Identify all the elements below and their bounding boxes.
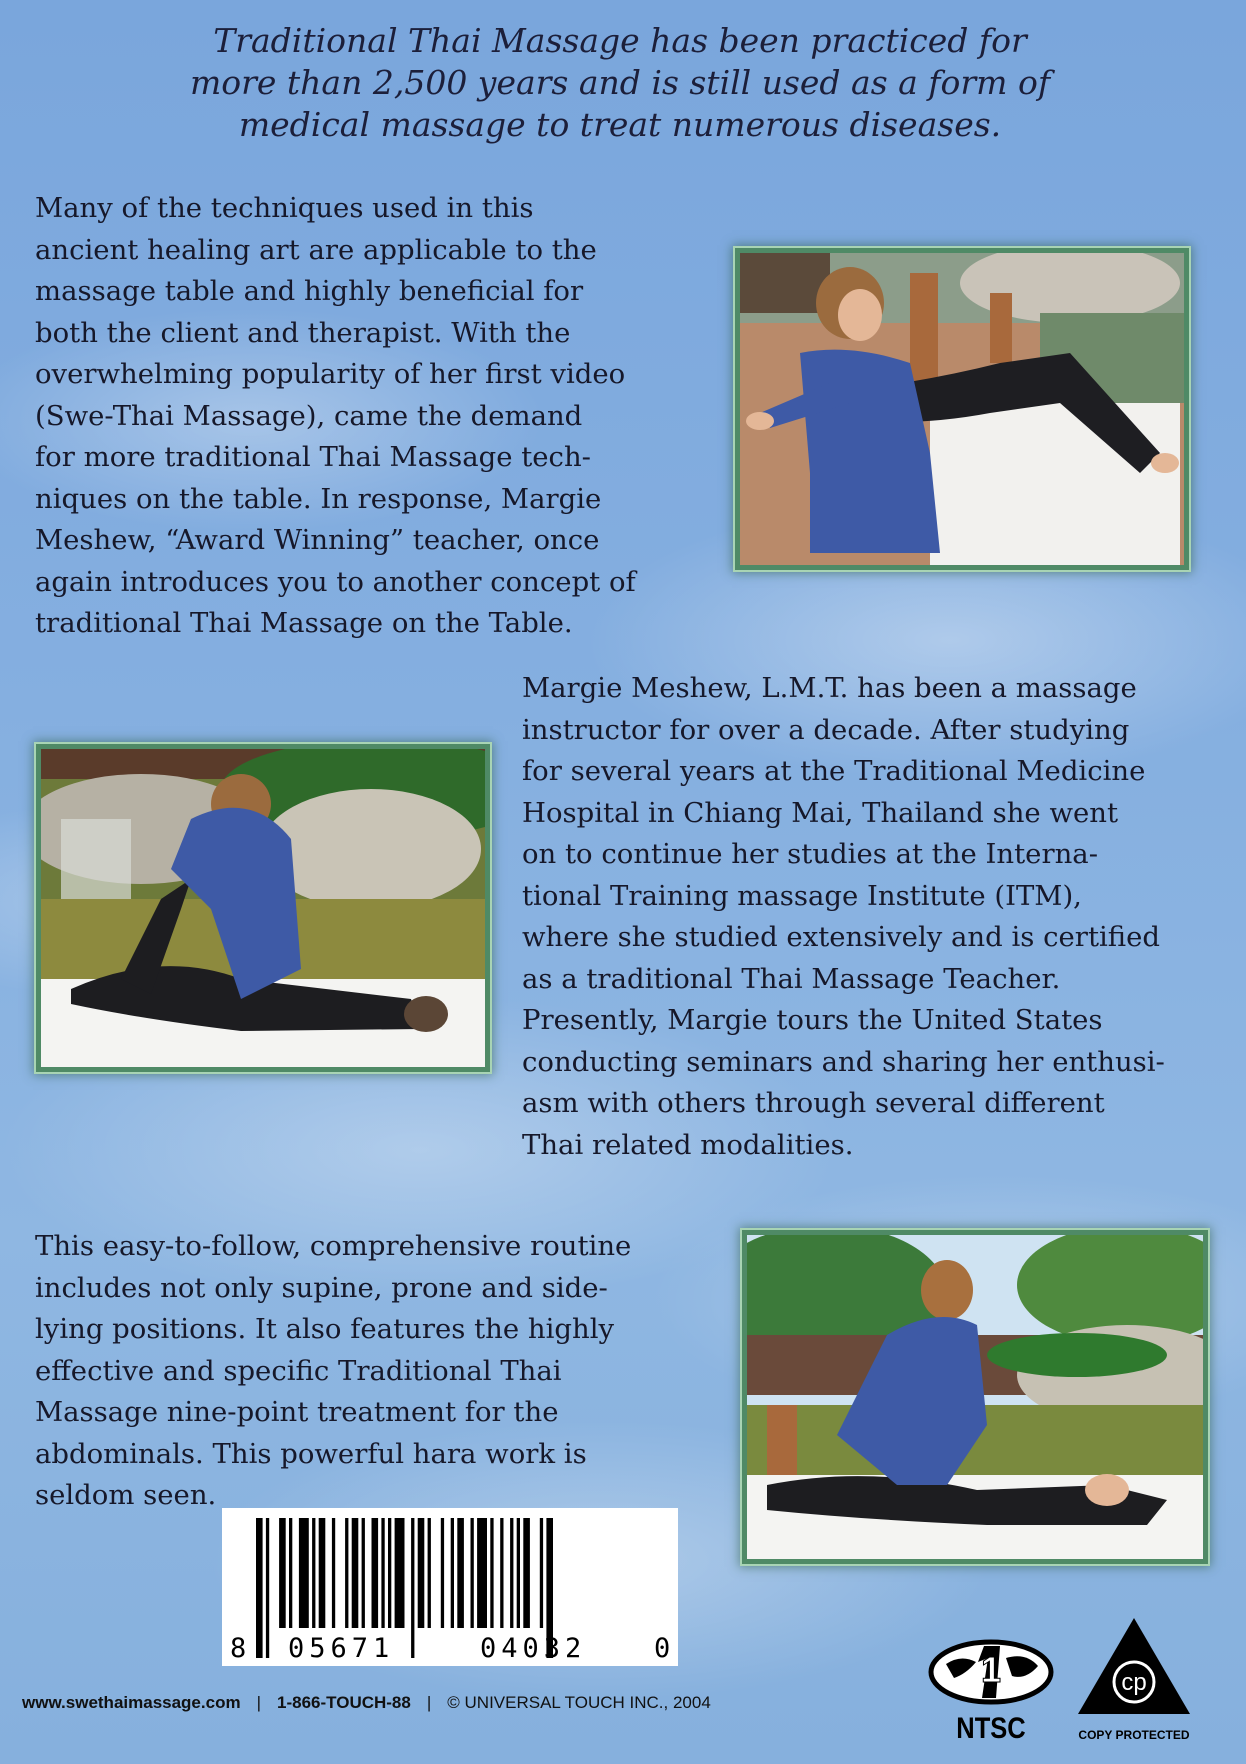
barcode-bar [490,1518,493,1628]
barcode-bar [395,1518,405,1628]
barcode-bar [428,1518,431,1628]
barcode-bar [540,1518,543,1628]
barcode-right-digits: 04032 [480,1633,587,1664]
photo-stretch-deck [735,248,1189,570]
triangle-cp-icon [1078,1618,1190,1722]
barcode-bar [345,1518,348,1628]
footer [22,1693,711,1713]
copy-protected-label: COPY PROTECTED [1078,1728,1190,1742]
barcode-bar [312,1518,315,1628]
globe-icon [926,1634,1056,1710]
barcode-bar [457,1518,464,1628]
triangle-cp-icon-text: cp [1121,1669,1147,1696]
barcode-bar [418,1518,425,1628]
barcode-bar [362,1518,365,1628]
copy-protected-badge [1078,1618,1190,1742]
barcode-bar [381,1518,384,1628]
globe-icon-digit: 1 [980,1649,1002,1690]
barcode-bar [510,1518,513,1628]
ntsc-badge [926,1634,1056,1746]
barcode-first-digit: 8 [230,1633,247,1664]
bio-paragraph: Margie Meshew, L.M.T. has been a massage instructor for over a decade. After studying for several years at the Traditional Medicine Hospital in Chiang Mai, Thailand she went on to continue her studies at the Interna- tional Training massage Institute (ITM), where she studied extensively and is certified as a traditional Thai Massage Teacher. Presently, Margie tours the United States conducting seminars and sharing her enthusi- asm with others through several different Thai related modalities. [522,672,1165,1161]
copyright-text: © UNIVERSAL TOUCH INC., 2004 [447,1693,711,1712]
barcode-bar [352,1518,359,1628]
barcode-bar [388,1518,391,1628]
upc-barcode [222,1508,678,1666]
headline: Traditional Thai Massage has been practiced for more than 2,500 years and is still used as a form of medical massage to treat numerous diseases. [189,21,1051,144]
ntsc-label: NTSC [956,1712,1026,1745]
barcode-bar [441,1518,444,1628]
footer-separator: | [426,1693,432,1712]
routine-paragraph: This easy-to-follow, comprehensive routine includes not only supine, prone and side- lying positions. It also features the highly effective and specific Traditional Thai Massage nine-point treatment for the abdominals. This powerful hara work is seldom seen. [35,1230,632,1511]
photo-leg-stretch-waterfall [36,744,490,1072]
footer-separator: | [256,1693,261,1712]
barcode-bar [279,1518,286,1628]
barcode-bar [289,1518,292,1628]
barcode-bar [500,1518,503,1628]
barcode-bar [523,1518,530,1628]
barcode-bar [319,1518,326,1628]
barcode-bar [477,1518,487,1628]
photo-knee-press-garden [742,1230,1208,1564]
website-link[interactable]: www.swethaimassage.com [22,1693,241,1712]
phone-number: 1-866-TOUCH-88 [277,1693,411,1712]
barcode-last-digit: 0 [654,1633,671,1664]
barcode-bar [372,1518,379,1628]
barcode-bar [471,1518,474,1628]
barcode-bar [517,1518,520,1628]
barcode-bar [451,1518,454,1628]
intro-paragraph: Many of the techniques used in this ancient healing art are applicable to the massage table and highly beneficial for both the client and therapist. With the overwhelming popularity of her first video (Swe-Thai Massage), came the demand for more traditional Thai Massage tech- niques on the table. In response, Margie Meshew, “Award Winning” teacher, once again introduces you to another concept of traditional Thai Massage on the Table. [35,192,636,639]
barcode-left-digits: 05671 [288,1633,395,1664]
barcode-bar [299,1518,309,1628]
barcode-bar [332,1518,335,1628]
